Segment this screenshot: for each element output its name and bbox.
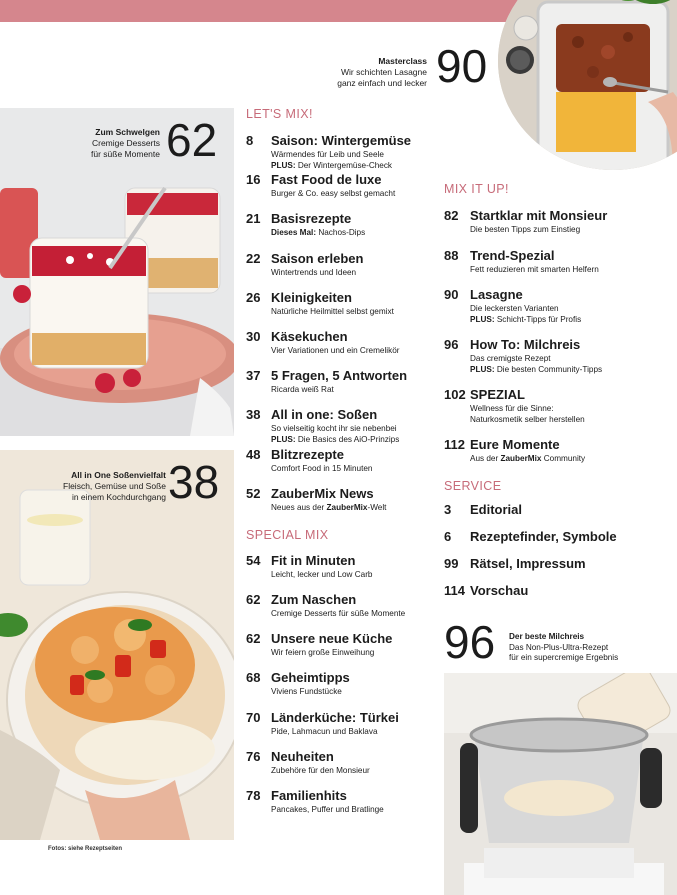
entry-page-number: 114 xyxy=(444,582,465,598)
toc-entry[interactable] xyxy=(246,290,436,329)
masterclass-title: Masterclass xyxy=(378,56,427,66)
entry-subtitle: Das cremigste Rezept xyxy=(470,354,551,363)
entry-title: Rätsel, Impressum xyxy=(470,555,586,571)
entry-subtitle: Vier Variationen und ein Cremelikör xyxy=(271,345,400,355)
toc-entry[interactable] xyxy=(444,437,677,477)
entry-page-number: 37 xyxy=(246,368,261,384)
toc-entry[interactable] xyxy=(246,553,436,592)
entry-title: Fast Food de luxe xyxy=(271,172,382,188)
plus-label: PLUS: xyxy=(271,435,296,445)
entry-page-number: 68 xyxy=(246,670,261,686)
entry-subtitle-end: -Welt xyxy=(367,502,387,512)
entry-extra-text: Der Wintergemüse-Check xyxy=(295,161,393,170)
plus-label: PLUS: xyxy=(271,161,296,170)
entry-page-number: 88 xyxy=(444,247,459,263)
entry-subtitle-bold: Dieses Mal: xyxy=(271,228,317,238)
entry-title: Lasagne xyxy=(470,287,523,302)
curry-title: All in One Soßenvielfalt xyxy=(71,470,166,480)
lasagna-photo xyxy=(498,0,677,170)
entry-subtitle: Zubehöre für den Monsieur xyxy=(271,765,370,775)
entry-title: Trend-Spezial xyxy=(470,247,555,263)
service-entry[interactable] xyxy=(444,583,677,610)
toc-entry[interactable] xyxy=(246,133,436,172)
photo-credit: Fotos: siehe Rezeptseiten xyxy=(48,846,123,852)
entry-page-number: 90 xyxy=(444,287,459,302)
entry-title: Rezeptefinder, Symbole xyxy=(470,528,617,544)
section-heading-lets-mix: LET'S MIX! xyxy=(246,107,313,121)
toc-entry[interactable] xyxy=(246,788,436,827)
dessert-title: Zum Schwelgen xyxy=(95,127,160,137)
entry-page-number: 48 xyxy=(246,446,261,462)
entry-subtitle: Pide, Lahmacun und Baklava xyxy=(271,726,378,736)
milchreis-line2: für ein supercremige Ergebnis xyxy=(509,653,619,662)
toc-right-column xyxy=(444,181,677,610)
entry-subtitle: Fett reduzieren mit smarten Helfern xyxy=(470,264,599,274)
entry-title: Zum Naschen xyxy=(271,592,357,608)
entry-page-number: 102 xyxy=(444,387,466,402)
entry-page-number: 6 xyxy=(444,528,452,544)
entry-subtitle: Wintertrends und Ideen xyxy=(271,267,357,277)
service-entry[interactable] xyxy=(444,556,677,583)
plus-label: PLUS: xyxy=(470,315,495,324)
toc-entry[interactable] xyxy=(246,447,436,486)
entry-subtitle: Die leckersten Varianten xyxy=(470,304,559,313)
entry-page-number: 38 xyxy=(246,407,261,423)
toc-entry[interactable] xyxy=(444,387,677,437)
entry-subtitle: Wir feiern große Einweihung xyxy=(271,648,375,658)
milchreis-teaser xyxy=(509,632,618,664)
service-entry[interactable] xyxy=(444,529,677,556)
entry-page-number: 82 xyxy=(444,208,459,223)
masterclass-teaser xyxy=(337,56,427,89)
dessert-line2: für süße Momente xyxy=(91,149,160,159)
entry-page-number: 112 xyxy=(444,437,465,452)
entry-page-number: 16 xyxy=(246,172,261,188)
dessert-line1: Cremige Desserts xyxy=(91,138,160,148)
section-heading-mix-it-up: MIX IT UP! xyxy=(444,182,509,196)
toc-entry[interactable] xyxy=(444,337,677,387)
entry-subtitle-text: Neues aus der xyxy=(271,502,327,512)
milchreis-page-number: 96 xyxy=(444,616,496,668)
toc-entry[interactable] xyxy=(246,670,436,709)
entry-subtitle xyxy=(271,227,365,238)
entry-title: Startklar mit Monsieur xyxy=(470,208,608,223)
entry-title: Länderküche: Türkei xyxy=(271,709,399,725)
toc-entry[interactable] xyxy=(246,211,436,250)
entry-title: ZauberMix News xyxy=(271,485,374,501)
toc-entry[interactable] xyxy=(246,407,436,446)
entry-title: Familienhits xyxy=(271,788,347,803)
toc-middle-column xyxy=(246,106,436,827)
entry-subtitle: Comfort Food in 15 Minuten xyxy=(271,463,373,473)
curry-page-number: 38 xyxy=(168,456,220,508)
entry-subtitle: Wärmendes für Leib und Seele xyxy=(271,150,384,159)
entry-title: Unsere neue Küche xyxy=(271,631,393,647)
entry-title: How To: Milchreis xyxy=(470,337,581,352)
entry-title: Käsekuchen xyxy=(271,328,348,344)
brand-name: ZauberMix xyxy=(326,502,368,512)
entry-title: Geheimtipps xyxy=(271,670,350,686)
masterclass-line1: Wir schichten Lasagne xyxy=(341,67,427,77)
entry-title: Basisrezepte xyxy=(271,211,352,227)
curry-line2: in einem Kochdurchgang xyxy=(71,492,166,502)
toc-entry[interactable] xyxy=(246,749,436,788)
entry-extra xyxy=(271,434,399,445)
entry-subtitle: Wellness für die Sinne: xyxy=(470,404,554,413)
toc-entry[interactable] xyxy=(246,592,436,631)
entry-subtitle-text: Nachos-Dips xyxy=(316,228,366,238)
entry-extra-text: Schicht-Tipps für Profis xyxy=(494,315,582,324)
entry-page-number: 22 xyxy=(246,250,261,266)
entry-title: Editorial xyxy=(470,501,523,517)
entry-page-number: 30 xyxy=(246,328,261,344)
entry-extra-text: Die besten Community-Tipps xyxy=(494,365,603,374)
toc-entry[interactable] xyxy=(246,172,436,211)
entry-page-number: 52 xyxy=(246,485,261,501)
curry-teaser xyxy=(63,470,166,503)
entry-subtitle: Cremige Desserts für süße Momente xyxy=(271,609,406,619)
toc-entry[interactable] xyxy=(246,368,436,407)
entry-title: Blitzrezepte xyxy=(271,446,344,462)
entry-page-number: 62 xyxy=(246,631,261,647)
entry-page-number: 78 xyxy=(246,788,261,803)
entry-page-number: 76 xyxy=(246,748,261,764)
entry-title: Eure Momente xyxy=(470,437,560,452)
milchreis-line1: Das Non-Plus-Ultra-Rezept xyxy=(509,642,609,652)
plus-label: PLUS: xyxy=(470,365,495,374)
entry-subtitle: Leicht, lecker und Low Carb xyxy=(271,569,373,579)
entry-page-number: 99 xyxy=(444,555,459,571)
entry-title: 5 Fragen, 5 Antworten xyxy=(271,368,408,384)
entry-extra xyxy=(470,314,581,325)
entry-page-number: 8 xyxy=(246,133,254,148)
dessert-photo xyxy=(0,108,234,436)
entry-extra: Naturkosmetik selber herstellen xyxy=(470,415,585,424)
dessert-page-number: 62 xyxy=(166,114,218,166)
entry-subtitle xyxy=(271,502,386,513)
entry-subtitle xyxy=(470,453,585,464)
entry-page-number: 62 xyxy=(246,592,261,608)
dessert-teaser xyxy=(91,127,160,160)
toc-entry[interactable] xyxy=(444,208,677,248)
entry-subtitle: Pancakes, Puffer und Bratlinge xyxy=(271,805,384,814)
entry-subtitle: Ricarda weiß Rat xyxy=(271,385,334,395)
curry-line1: Fleisch, Gemüse und Soße xyxy=(63,481,166,491)
entry-extra-text: Die Basics des AiO-Prinzips xyxy=(295,435,400,445)
entry-subtitle: So vielseitig kocht ihr sie nebenbei xyxy=(271,424,397,434)
toc-entry[interactable] xyxy=(246,251,436,290)
section-heading-service: SERVICE xyxy=(444,478,502,493)
entry-title: SPEZIAL xyxy=(470,387,525,402)
entry-title: All in one: Soßen xyxy=(271,407,378,423)
service-entry[interactable] xyxy=(444,502,677,529)
brand-name: ZauberMix xyxy=(500,454,542,463)
thermomix-photo xyxy=(444,673,677,895)
entry-page-number: 54 xyxy=(246,552,261,568)
entry-subtitle: Burger & Co. easy selbst gemacht xyxy=(271,189,396,199)
curry-photo xyxy=(0,450,234,840)
milchreis-title: Der beste Milchreis xyxy=(509,632,585,641)
entry-subtitle: Die besten Tipps zum Einstieg xyxy=(470,225,581,234)
entry-title: Vorschau xyxy=(470,582,529,598)
toc-entry[interactable] xyxy=(444,287,677,337)
entry-page-number: 3 xyxy=(444,501,452,517)
entry-title: Saison erleben xyxy=(271,250,364,266)
entry-page-number: 70 xyxy=(246,709,261,725)
entry-title: Fit in Minuten xyxy=(271,552,356,568)
entry-subtitle-end: Community xyxy=(541,454,586,463)
entry-extra xyxy=(271,160,411,171)
toc-entry[interactable] xyxy=(246,710,436,749)
toc-entry[interactable] xyxy=(246,486,436,525)
entry-title: Saison: Wintergemüse xyxy=(271,133,412,148)
entry-subtitle: Natürliche Heilmittel selbst gemixt xyxy=(271,306,394,316)
entry-title: Neuheiten xyxy=(271,748,334,764)
entry-subtitle-text: Aus der xyxy=(470,454,501,463)
masterclass-line2: ganz einfach und lecker xyxy=(337,78,427,88)
entry-extra xyxy=(470,364,602,375)
masterclass-page-number: 90 xyxy=(436,40,488,92)
toc-entry[interactable] xyxy=(444,248,677,288)
toc-entry[interactable] xyxy=(246,329,436,368)
toc-entry[interactable] xyxy=(246,631,436,670)
section-heading-special-mix: SPECIAL MIX xyxy=(246,527,329,542)
entry-subtitle: Viviens Fundstücke xyxy=(271,687,342,697)
entry-title: Kleinigkeiten xyxy=(271,289,352,305)
entry-page-number: 21 xyxy=(246,211,261,227)
entry-page-number: 26 xyxy=(246,289,261,305)
entry-page-number: 96 xyxy=(444,337,459,352)
